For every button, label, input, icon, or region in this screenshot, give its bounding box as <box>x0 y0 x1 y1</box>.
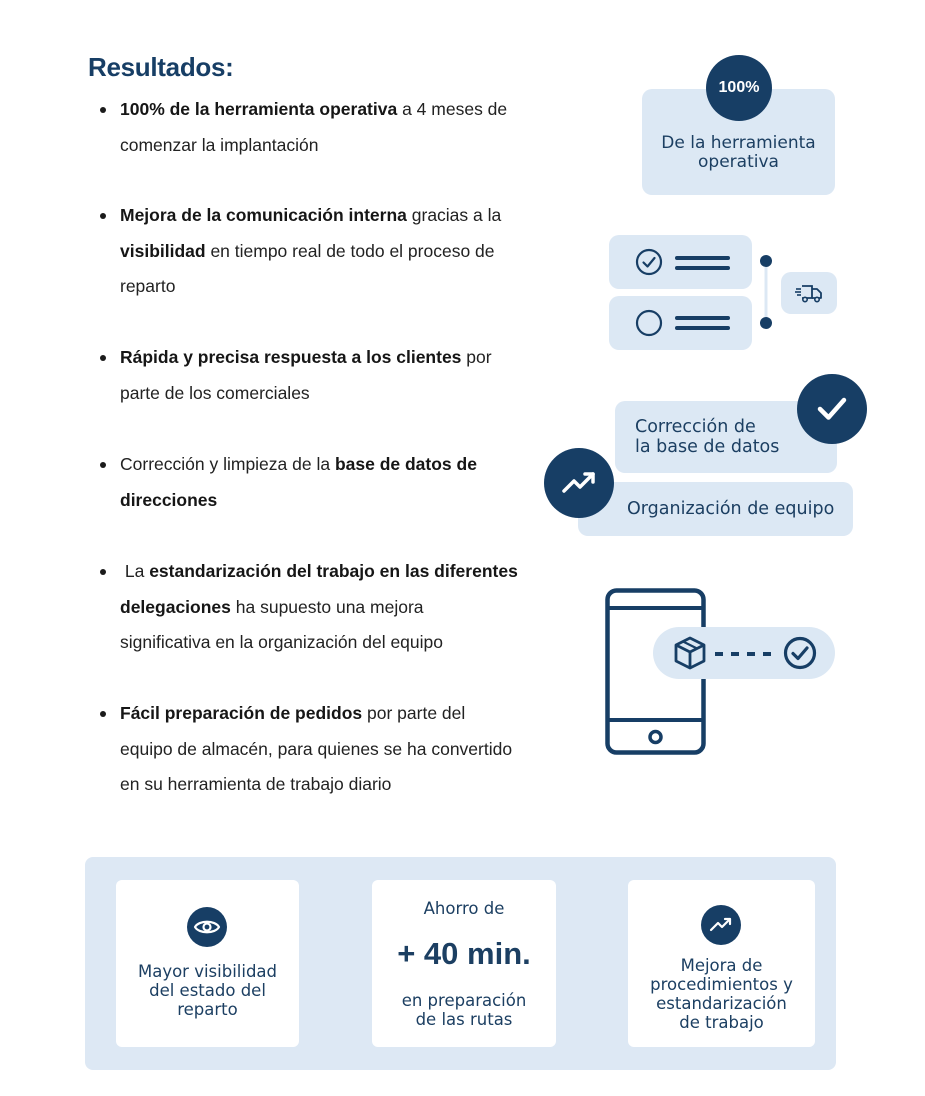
procedures-line2: procedimientos y <box>650 975 793 994</box>
result-item-line <box>120 554 566 590</box>
package-box-icon <box>671 634 709 672</box>
empty-circle-icon <box>634 308 664 338</box>
text: comenzar la implantación <box>120 134 319 155</box>
text: ha supuesto una mejora <box>230 596 424 617</box>
result-item-line <box>120 234 566 270</box>
text: en tiempo real de todo el proceso de <box>205 240 495 261</box>
result-item-line <box>120 92 566 128</box>
text-line-placeholder <box>675 316 730 320</box>
saving-value: + 40 min. <box>397 936 531 971</box>
team-organization-card <box>578 482 853 536</box>
checkmark-icon <box>814 391 850 427</box>
text: en su herramienta de trabajo diario <box>120 774 392 794</box>
db-card-line2: la base de datos <box>635 437 780 457</box>
text-line-placeholder <box>675 326 730 330</box>
truck-card <box>781 272 837 314</box>
trend-up-icon <box>559 468 599 498</box>
result-item-line <box>120 732 566 768</box>
bold-text: Fácil preparación de pedidos <box>120 703 363 723</box>
visibility-stat-card <box>116 880 299 1047</box>
visibility-line3: reparto <box>177 1000 238 1019</box>
team-card-label: Organización de equipo <box>627 499 835 519</box>
bold-text: base de datos de <box>334 454 477 474</box>
text: Corrección y limpieza de la <box>120 454 335 474</box>
text: equipo de almacén, para quienes se ha convertido <box>120 738 513 759</box>
result-item <box>96 198 566 305</box>
delivery-truck-icon <box>794 281 824 305</box>
text: por <box>461 347 492 367</box>
percent-badge-label: 100% <box>718 79 760 96</box>
result-item-line <box>120 625 566 661</box>
tool-card-line1: De la herramienta <box>661 133 816 153</box>
results-heading: Resultados: <box>88 52 234 82</box>
bold-text: visibilidad <box>120 240 206 261</box>
db-card-line1: Corrección de <box>635 417 756 437</box>
text: La <box>120 561 150 581</box>
check-circle-icon <box>634 247 664 277</box>
trend-badge <box>544 448 614 518</box>
procedures-line3: estandarización <box>656 994 787 1013</box>
bold-text: estandarización del trabajo en las diferentes <box>149 561 518 581</box>
result-item-line <box>120 483 566 519</box>
checklist-row-checked <box>609 235 752 289</box>
bold-text: direcciones <box>120 489 218 510</box>
time-saving-stat-card <box>372 880 556 1047</box>
timeline-connector <box>756 253 776 333</box>
result-item-line <box>120 447 566 483</box>
text: significativa en la organización del equipo <box>120 632 443 652</box>
saving-line1: en preparación <box>401 991 527 1010</box>
bold-text: delegaciones <box>120 596 231 617</box>
saving-label-top: Ahorro de <box>423 899 505 918</box>
text: reparto <box>120 276 176 296</box>
check-circle-icon <box>782 635 818 671</box>
checkmark-badge <box>797 374 867 444</box>
text: parte de los comerciales <box>120 382 310 403</box>
result-item-line <box>120 128 566 164</box>
result-item <box>96 340 566 411</box>
result-item <box>96 554 566 661</box>
result-item <box>96 696 566 803</box>
result-item-line <box>120 340 566 376</box>
stats-panel <box>85 857 836 1070</box>
text: por parte del <box>362 703 466 723</box>
procedures-line4: de trabajo <box>679 1013 764 1032</box>
bold-text: Mejora de la comunicación interna <box>120 205 407 225</box>
result-item-line <box>120 767 566 803</box>
dashed-path <box>715 651 775 657</box>
tool-card-line2: operativa <box>698 152 779 172</box>
procedures-stat-card <box>628 880 815 1047</box>
visibility-line1: Mayor visibilidad <box>137 962 278 981</box>
text: a 4 meses de <box>397 99 508 119</box>
trend-badge-small <box>701 905 741 945</box>
result-item-line <box>120 376 566 412</box>
result-item <box>96 447 566 518</box>
text-line-placeholder <box>675 266 730 270</box>
procedures-line1: Mejora de <box>680 956 763 975</box>
result-item-line <box>120 198 566 234</box>
text: gracias a la <box>406 205 502 225</box>
package-tracking-pill <box>653 627 835 679</box>
checklist-row-unchecked <box>609 296 752 350</box>
eye-icon <box>193 917 221 937</box>
saving-line2: de las rutas <box>415 1010 513 1029</box>
bold-text: Rápida y precisa respuesta a los clientes <box>120 347 462 367</box>
percent-badge <box>706 55 772 121</box>
result-item-line <box>120 590 566 626</box>
visibility-line2: del estado del <box>149 981 266 1000</box>
eye-badge <box>187 907 227 947</box>
text-line-placeholder <box>675 256 730 260</box>
result-item-line <box>120 696 566 732</box>
checklist-illustration <box>609 235 839 353</box>
trend-up-icon <box>709 916 733 934</box>
result-item <box>96 92 566 163</box>
result-item-line <box>120 269 566 305</box>
bold-text: 100% de la herramienta operativa <box>120 99 398 119</box>
